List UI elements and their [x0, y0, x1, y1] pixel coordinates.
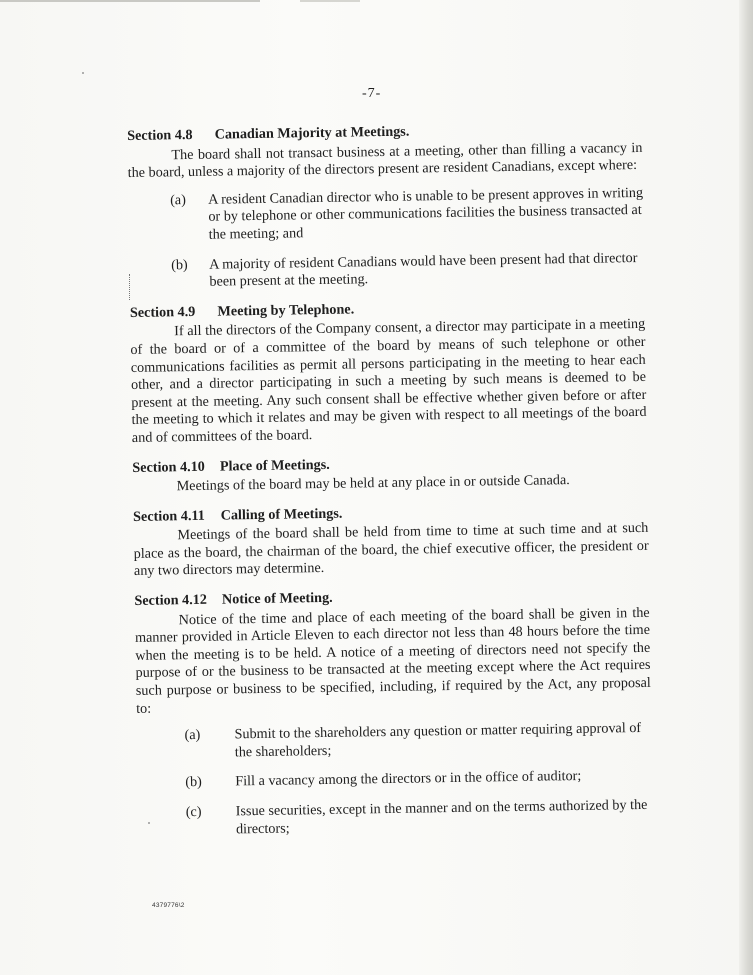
- section-number: Section 4.8: [127, 126, 193, 144]
- section-number: Section 4.10: [132, 458, 205, 476]
- section-body: Notice of the time and place of each meeting of the board shall be given in the manner provided in Article Eleven to each director not less than 48 hours before the time when the meeting is to be held. A notice of a meeting of directors need not specify the purpose of or the business to be transacted at the meeting except where the Act requires such purpose or business to be specified, including, if required by the Act, any proposal to:: [134, 604, 651, 717]
- section-4-10: [132, 451, 648, 496]
- document-id: 4379776\2: [152, 902, 185, 909]
- item-label: (a): [184, 727, 201, 744]
- scan-speck: [82, 72, 84, 74]
- item-text: Issue securities, except in the manner and on the terms authorized by the directors;: [235, 796, 648, 837]
- item-text: Submit to the shareholders any question or matter requiring approval of the shareholders;: [234, 720, 642, 761]
- section-title: Notice of Meeting.: [221, 589, 333, 608]
- section-number: Section 4.9: [129, 303, 196, 321]
- item-list: [136, 720, 653, 840]
- item-label: (c): [185, 803, 202, 821]
- section-number: Section 4.12: [134, 591, 208, 610]
- section-title: Meeting by Telephone.: [217, 301, 355, 320]
- list-item: [136, 720, 651, 763]
- section-4-12: [134, 585, 653, 840]
- page-number: -7-: [362, 86, 382, 101]
- section-4-11: [133, 501, 649, 581]
- item-text: A majority of resident Canadians would have been present had that director been present at the meeting.: [209, 249, 638, 290]
- list-item: [137, 767, 652, 793]
- top-edge-rule: [300, 0, 360, 2]
- section-number: Section 4.11: [132, 507, 205, 525]
- top-edge-rule: [0, 0, 260, 2]
- section-body: Meetings of the board may be held at any place in or outside Canada.: [176, 472, 570, 495]
- item-list: [128, 185, 645, 293]
- item-label: (b): [185, 774, 202, 791]
- section-4-9: [130, 297, 647, 448]
- list-item: [129, 249, 644, 292]
- section-title: Place of Meetings.: [219, 456, 330, 475]
- item-label: (a): [170, 191, 187, 209]
- section-4-8: [127, 120, 645, 293]
- list-item: [138, 797, 653, 840]
- document-body: [127, 120, 653, 852]
- section-body: If all the directors of the Company consent, a director may participate in a meeting of the board or of a committee of the board by means of such telephone or other communications facilities as permit all persons participating in the meeting to hear each other, and a director participating in such a meeting by such means is deemed to be present at the meeting. Any such consent shall be effective whether given before or after the meeting to which it relates and may be given with respect to all meetings of the board and of committees of the board.: [130, 316, 647, 446]
- section-body: The board shall not transact business at a meeting, other than filling a vacancy in the board, unless a majority of the directors present are resident Canadians, except where:: [127, 139, 643, 182]
- section-title: Canadian Majority at Meetings.: [214, 123, 410, 143]
- section-title: Calling of Meetings.: [220, 505, 343, 524]
- page-edge-shadow: [739, 0, 753, 975]
- section-body: Meetings of the board shall be held from time to time at such time and at such place as the board, the chairman of the board, the chief executive officer, the president or any two directors may determine.: [133, 520, 649, 580]
- item-text: Fill a vacancy among the directors or in the office of auditor;: [235, 768, 582, 790]
- item-text: A resident Canadian director who is unable to be present approves in writing or by telephone or other communications facilities the business transacted at the meeting; and: [208, 184, 644, 243]
- list-item: [128, 185, 644, 246]
- item-label: (b): [171, 256, 188, 273]
